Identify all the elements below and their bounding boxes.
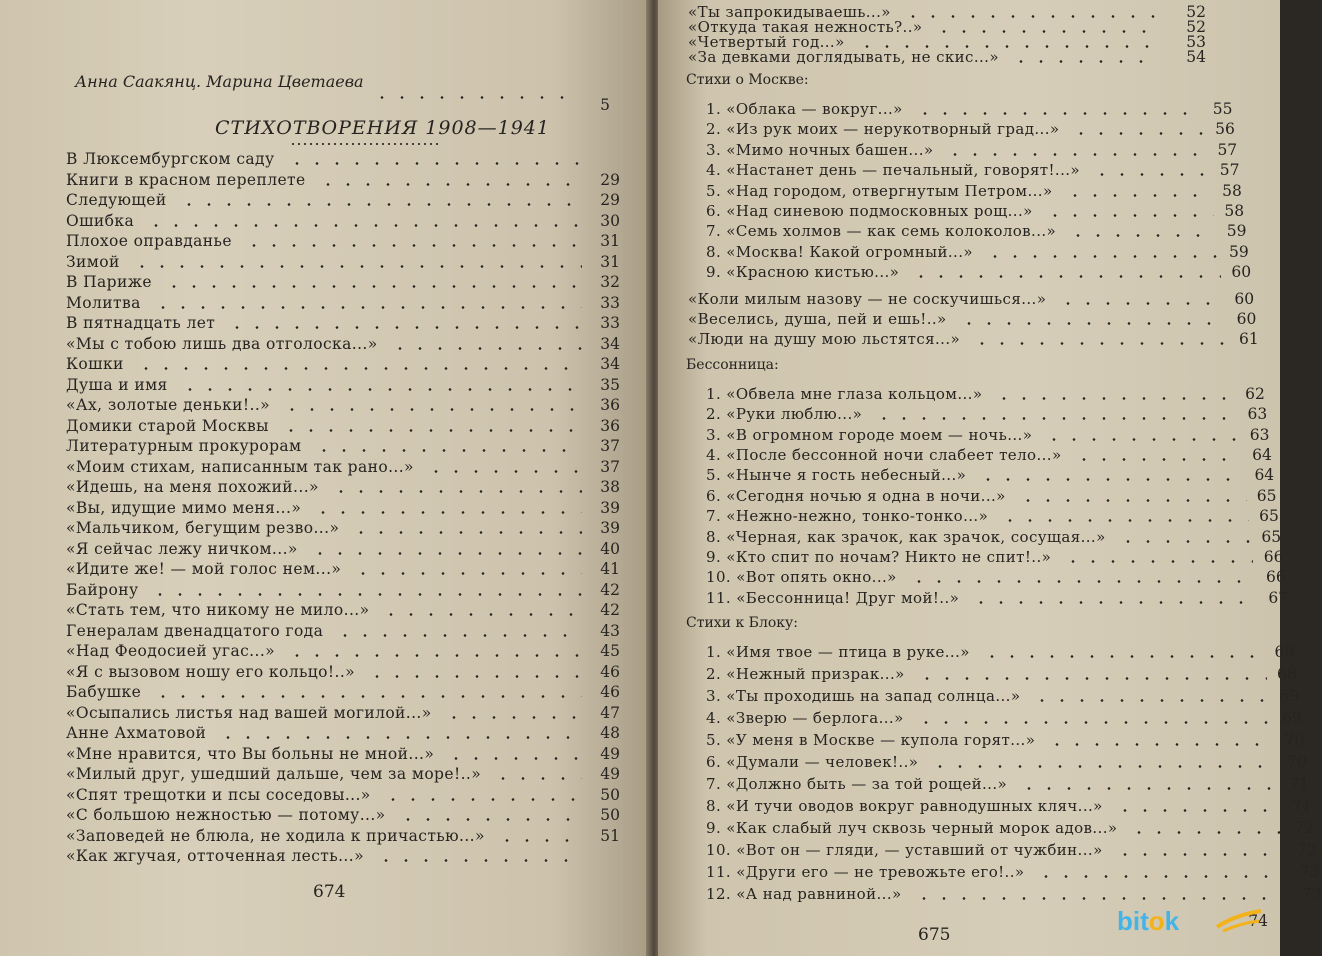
toc-entry-title: «Веселись, душа, пей и ешь!..» (688, 310, 947, 328)
toc-entry-title: В Люксембургском саду (66, 150, 275, 168)
leader-dots (978, 478, 1244, 481)
toc-entry-page: 51 (600, 826, 620, 845)
leader-dots (493, 777, 582, 780)
toc-entry-page: 37 (600, 457, 620, 476)
leader-dots (444, 716, 582, 719)
toc-entry-title: Бабушке (66, 683, 142, 701)
leader-dots (313, 511, 582, 514)
section-heading: Стихи о Москве: (686, 72, 809, 88)
leader-dots (287, 162, 582, 165)
toc-entry-title: «Вы, идущие мимо меня...» (66, 498, 302, 517)
leader-dots (985, 255, 1219, 258)
toc-entry-page: 66 (1263, 548, 1284, 566)
toc-entry-title: 6. «Думали — человек!..» (706, 753, 919, 772)
toc-entry-title: 10. «Вот он — гляди, — уставший от чужбин...» (706, 841, 1103, 860)
toc-entry-page: 29 (600, 191, 620, 209)
toc-entry-page: 39 (600, 519, 620, 537)
toc-entry-page: 34 (600, 355, 620, 373)
toc-entry-page: 38 (600, 478, 620, 496)
leader-dots (1068, 234, 1216, 237)
toc-entry-page: 31 (600, 232, 620, 250)
toc-entry-title: «Стать тем, что никому не мило...» (66, 601, 370, 619)
toc-entry-title: «Мы с тобою лишь два отголоска...» (66, 334, 378, 353)
toc-entry-page: 41 (600, 560, 620, 578)
toc-entry-title: 2. «Руки люблю...» (706, 405, 863, 424)
leader-dots (1045, 214, 1214, 217)
toc-entry-title: Душа и имя (66, 375, 168, 394)
toc-entry-title: «За девками доглядывать, не скис...» (688, 48, 999, 66)
toc-entry-page: 69 (1279, 687, 1300, 706)
toc-entry-page: 68 (1274, 643, 1295, 662)
toc-entry-title: 9. «Красною кистью...» (706, 263, 900, 282)
toc-entry-title: Плохое оправданье (66, 232, 232, 250)
leader-dots (915, 112, 1203, 115)
toc-entry-title: В пятнадцать лет (66, 314, 216, 332)
watermark-text: k (1164, 906, 1180, 936)
toc-entry-title: Книги в красном переплете (66, 170, 306, 189)
toc-entry-page: 66 (1266, 568, 1286, 587)
toc-entry-page: 60 (1236, 310, 1257, 328)
right-page (658, 0, 1322, 956)
toc-entry-title: 5. «Нынче я гость небесный...» (706, 466, 967, 485)
leader-dots (218, 736, 582, 739)
leader-dots (136, 367, 582, 370)
toc-entry-title: «Заповедей не блюла, не ходила к причастью...» (66, 826, 485, 845)
leader-dots (390, 347, 582, 350)
toc-entry-title: 9. «Кто спит по ночам? Никто не спит!..» (706, 548, 1052, 566)
toc-entry-title: 9. «Как слабый луч сквозь черный морок адов...» (706, 819, 1118, 838)
toc-entry-page: 33 (600, 314, 620, 332)
intro-entry (75, 72, 364, 91)
toc-entry-title: Литературным прокурорам (66, 437, 302, 455)
toc-entry-title: 4. «Настанет день — печальный, говорят!...» (706, 161, 1081, 180)
leader-dots (1000, 519, 1249, 522)
leader-dots (1074, 458, 1242, 461)
toc-entry-title: «Моим стихам, написанным так рано...» (66, 457, 414, 476)
leader-dots (917, 677, 1267, 680)
toc-entry-title: 7. «Должно быть — за той рощей...» (706, 775, 1008, 794)
leader-dots (1047, 743, 1274, 746)
leader-dots (164, 285, 582, 288)
leader-dots (310, 552, 582, 555)
toc-entry-title: «Ты запрокидываешь...» (688, 3, 891, 21)
leader-dots (426, 470, 582, 473)
leader-dots (146, 224, 582, 227)
toc-entry-page: 52 (1186, 3, 1206, 21)
toc-entry-title: Генералам двенадцатого года (66, 621, 324, 640)
toc-entry-title: «Ах, золотые деньки!..» (66, 396, 271, 414)
toc-entry-page: 46 (600, 662, 620, 681)
leader-dots (318, 183, 582, 186)
leader-dots (314, 449, 582, 452)
page-number: 675 (918, 925, 951, 945)
toc-entry-title: «Идите же! — мой голос нем...» (66, 560, 342, 578)
toc-entry-page: 64 (1252, 446, 1272, 464)
toc-entry-page: 48 (600, 724, 620, 742)
toc-entry-title: 5. «Над городом, отвергнутым Петром...» (706, 181, 1053, 200)
toc-entry-title: «С большою нежностью — потому...» (66, 806, 386, 824)
toc-entry-page: 73 (1299, 863, 1320, 882)
leader-dots (1036, 875, 1289, 878)
toc-entry-title: Следующей (66, 191, 167, 209)
toc-entry-page: 63 (1247, 405, 1268, 424)
leader-dots (331, 490, 582, 493)
toc-entry-page: 57 (1217, 140, 1238, 159)
leader-dots (281, 429, 582, 432)
leader-dots (376, 859, 582, 862)
toc-entry-page: 65 (1261, 527, 1282, 546)
toc-entry-page: 68 (1277, 665, 1297, 684)
leader-dots (916, 721, 1272, 724)
toc-entry-page: 71 (1289, 775, 1310, 794)
leader-dots (132, 265, 582, 268)
toc-entry-title: 2. «Нежный призрак...» (706, 665, 905, 684)
toc-entry-title: «Как жгучая, отточенная лесть...» (66, 847, 364, 865)
leader-dots (353, 572, 582, 575)
watermark-logo (1117, 906, 1179, 937)
toc-entry-title: 3. «Ты проходишь на запад солнца...» (706, 687, 1021, 706)
toc-entry-title: Анне Ахматовой (66, 724, 207, 742)
leader-dots (1058, 302, 1224, 305)
toc-entry-page: 34 (600, 334, 620, 353)
toc-entry-title: В Париже (66, 273, 152, 291)
leader-dots (287, 654, 582, 657)
toc-entry-page: 36 (600, 416, 620, 435)
toc-entry-title: «Милый друг, ушедший дальше, чем за море!..» (66, 765, 482, 783)
toc-entry-title: «Осыпались листья над вашей могилой...» (66, 703, 432, 722)
leader-dots (1129, 831, 1284, 834)
leader-dots (1115, 809, 1282, 812)
leader-dots (934, 30, 1158, 33)
toc-entry-title: «Четвертый год...» (688, 33, 845, 51)
toc-entry-title: Кошки (66, 355, 124, 373)
watermark-swoosh-icon (1215, 905, 1265, 935)
toc-entry-title: 6. «Сегодня ночью я одна в ночи...» (706, 486, 1006, 505)
toc-entry-page: 30 (600, 211, 620, 230)
leader-dots (179, 203, 582, 206)
toc-entry-page: 45 (600, 642, 620, 660)
leader-dots (959, 322, 1227, 325)
page-number: 674 (313, 882, 346, 902)
section-title: СТИХОТВОРЕНИЯ 1908—1941 (215, 117, 550, 139)
leader-dots (227, 326, 582, 329)
toc-entry-title: «Люди на душу мою льстятся...» (688, 330, 961, 349)
toc-entry-title: «Мне нравится, что Вы больны не мной...» (66, 744, 435, 763)
toc-entry-title: 12. «А над равниной...» (706, 885, 902, 904)
toc-entry-page: 29 (600, 170, 620, 189)
toc-entry-title: 10. «Вот опять окно...» (706, 568, 897, 587)
toc-entry-page: 37 (600, 437, 620, 455)
toc-entry-page: 58 (1222, 181, 1242, 200)
intro-page: 5 (600, 96, 610, 114)
leader-dots (1063, 560, 1253, 563)
toc-entry-page: 67 (1268, 588, 1289, 607)
toc-entry-page: 31 (600, 252, 620, 271)
leader-dots (1044, 438, 1239, 441)
leader-dots (153, 695, 582, 698)
toc-entry-title: «Откуда такая нежность?..» (688, 18, 923, 36)
toc-entry-title: 4. «После бессонной ночи слабеет тело...» (706, 446, 1062, 464)
toc-entry-page: 42 (600, 580, 620, 599)
leader-dots (945, 153, 1207, 156)
toc-entry-title: Домики старой Москвы (66, 416, 269, 435)
toc-entry-title: 8. «Черная, как зрачок, как зрачок, сосущая...» (706, 527, 1106, 546)
toc-entry-title: 11. «Бессонница! Друг мой!..» (706, 588, 960, 607)
toc-entry-title: 6. «Над синевою подмосковных рощ...» (706, 202, 1033, 220)
toc-entry-page: 70 (1284, 731, 1305, 750)
toc-entry-page: 65 (1259, 507, 1279, 526)
leader-dots (909, 580, 1256, 583)
leader-dots (1018, 499, 1247, 502)
toc-entry-page: 49 (600, 765, 620, 783)
toc-entry-title: 5. «У меня в Москве — купола горят...» (706, 731, 1036, 750)
toc-entry-title: «Над Феодосией угас...» (66, 642, 276, 660)
leader-dots (282, 408, 582, 411)
leader-dots (446, 757, 582, 760)
toc-entry-page: 56 (1215, 120, 1235, 139)
toc-entry-page: 36 (600, 396, 620, 414)
leader-dots (911, 275, 1221, 278)
toc-entry-title: «Коли милым назову — не соскучишься...» (688, 289, 1047, 308)
title-underline (290, 143, 440, 145)
toc-entry-title: 1. «Облака — вокруг...» (706, 100, 903, 118)
toc-entry-title: 2. «Из рук моих — нерукотворный град...» (706, 120, 1060, 139)
toc-entry-title: Ошибка (66, 211, 135, 230)
toc-entry-page: 70 (1287, 753, 1307, 772)
toc-entry-page: 47 (600, 703, 620, 722)
toc-entry-page: 74 (1248, 912, 1268, 930)
toc-entry-page: 50 (600, 785, 620, 804)
toc-entry-page: 57 (1219, 161, 1240, 180)
leader-dots (153, 306, 582, 309)
toc-entry-title: «Идешь, на меня похожий...» (66, 478, 319, 496)
toc-entry-page: 52 (1186, 18, 1206, 36)
toc-entry-page: 53 (1186, 33, 1206, 51)
toc-entry-page: 73 (1302, 885, 1322, 904)
toc-entry-page: 49 (600, 744, 620, 763)
toc-entry-page: 35 (600, 375, 620, 394)
toc-entry-page: 62 (1245, 384, 1265, 403)
leader-dots (903, 15, 1158, 18)
section-heading: Бессонница: (686, 356, 779, 373)
toc-entry-page: 54 (1186, 48, 1206, 66)
leader-dots (1011, 60, 1158, 63)
toc-entry-page: 63 (1249, 425, 1270, 444)
toc-entry-page: 61 (1238, 330, 1259, 349)
toc-entry-page: 60 (1234, 289, 1255, 308)
leader-dots (1019, 787, 1279, 790)
leader-dots (383, 798, 582, 801)
toc-entry-title: 1. «Обвела мне глаза кольцом...» (706, 384, 983, 403)
leader-dots (398, 818, 582, 821)
leader-dots (335, 634, 582, 637)
toc-entry-title: 7. «Нежно-нежно, тонко-тонко...» (706, 507, 989, 526)
left-page (0, 0, 650, 956)
leader-dots (180, 388, 582, 391)
section-heading: Стихи к Блоку: (686, 615, 798, 632)
toc-entry-title: «Я сейчас лежу ничком...» (66, 539, 298, 558)
toc-entry-title: «Мальчиком, бегущим резво...» (66, 519, 340, 537)
toc-entry-title: «Спят трещотки и псы соседовы...» (66, 785, 371, 804)
toc-entry-page: 50 (600, 806, 620, 824)
toc-entry-title: 11. «Други его — не тревожьте его!..» (706, 863, 1025, 882)
leader-dots (914, 897, 1292, 900)
toc-entry-page: 59 (1226, 222, 1247, 241)
toc-entry-page: 33 (600, 293, 620, 312)
toc-entry-page: 39 (600, 498, 620, 517)
toc-entry-title: Молитва (66, 293, 141, 312)
leader-dots (1065, 194, 1212, 197)
toc-entry-page: 69 (1282, 709, 1302, 728)
leader-dots (372, 96, 572, 99)
leader-dots (982, 655, 1264, 658)
toc-entry-page: 55 (1212, 100, 1233, 118)
toc-entry-title: «Я с вызовом ношу его кольцо!..» (66, 662, 356, 681)
toc-entry-title: 1. «Имя твое — птица в руке...» (706, 643, 970, 662)
toc-entry-title: Зимой (66, 252, 120, 271)
leader-dots (381, 613, 582, 616)
toc-entry-title: 4. «Зверю — берлога...» (706, 709, 904, 728)
toc-entry-page: 42 (600, 601, 620, 619)
watermark-text: bit (1117, 906, 1149, 936)
toc-entry-page: 59 (1229, 242, 1249, 261)
toc-entry-page: 60 (1231, 263, 1252, 282)
leader-dots (1115, 853, 1287, 856)
watermark-text: o (1148, 906, 1165, 936)
toc-entry-page: 40 (600, 539, 620, 558)
toc-entry-page: 32 (600, 273, 620, 291)
leader-dots (874, 417, 1237, 420)
toc-entry-title: 8. «И тучи оводов вокруг равнодушных кляч...» (706, 797, 1103, 816)
leader-dots (994, 397, 1235, 400)
toc-entry-page: 64 (1254, 466, 1275, 485)
toc-entry-title: 3. «В огромном городе моем — ночь...» (706, 425, 1033, 444)
toc-entry-page: 65 (1256, 486, 1277, 505)
toc-entry-page: 72 (1297, 841, 1317, 860)
toc-entry-page: 71 (1292, 797, 1312, 816)
toc-entry-title: 8. «Москва! Какой огромный...» (706, 242, 973, 261)
toc-entry-page: 72 (1294, 819, 1315, 838)
leader-dots (971, 601, 1258, 604)
leader-dots (351, 531, 582, 534)
leader-dots (1032, 699, 1269, 702)
toc-entry-title: 3. «Мимо ночных башен...» (706, 140, 934, 159)
leader-dots (244, 244, 582, 247)
toc-entry-page: 58 (1224, 202, 1245, 220)
toc-entry-title: 7. «Семь холмов — как семь колоколов...» (706, 222, 1057, 241)
leader-dots (972, 342, 1229, 345)
leader-dots (150, 593, 582, 596)
intro-text: Анна Саакянц. Марина Цветаева (75, 72, 364, 91)
leader-dots (930, 765, 1276, 768)
toc-entry-page: 46 (600, 683, 620, 701)
toc-entry-title: Байрону (66, 580, 139, 599)
toc-entry-page: 43 (600, 621, 620, 640)
leader-dots (367, 675, 582, 678)
